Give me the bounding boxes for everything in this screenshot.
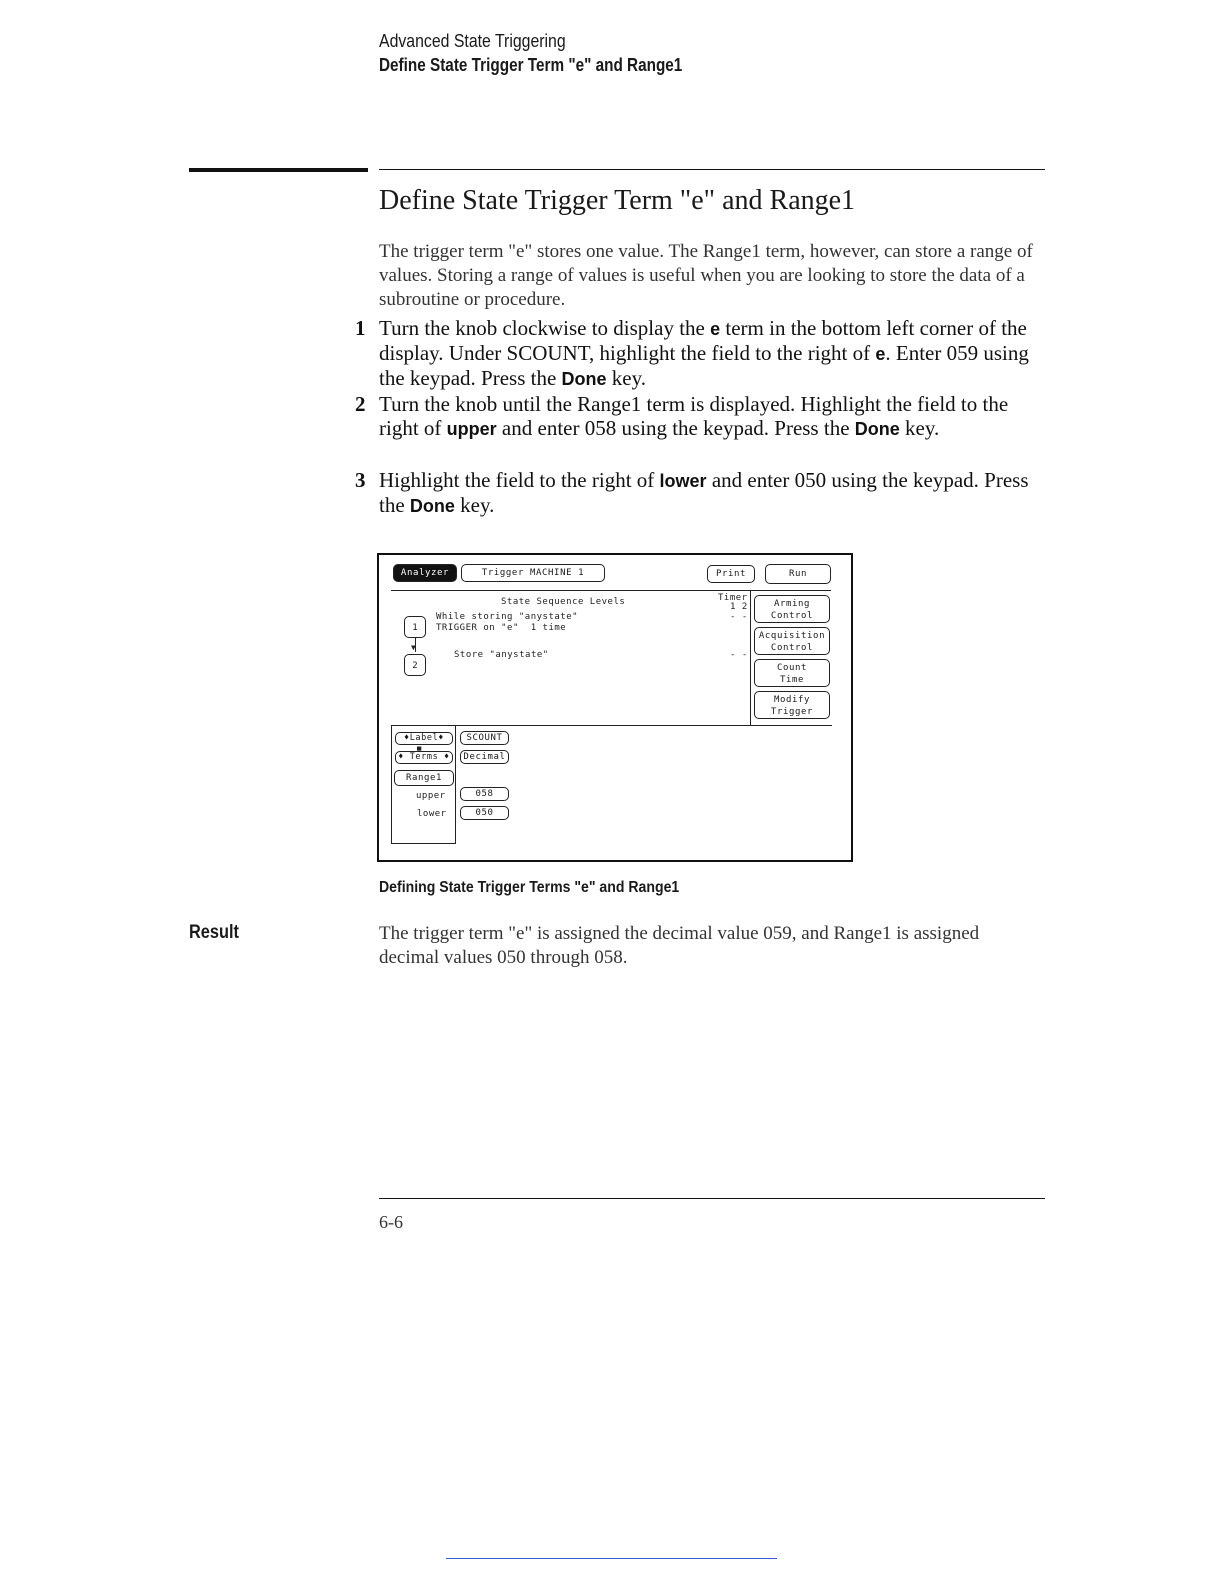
step-number: 1 [355, 316, 366, 340]
term-box-right [455, 725, 456, 843]
side-divider [750, 591, 751, 725]
keyword: e [710, 319, 721, 339]
step-text: key. [606, 366, 647, 390]
section-rule [379, 169, 1045, 170]
footer-link-underline[interactable] [446, 1558, 777, 1559]
run-button[interactable]: Run [765, 564, 831, 584]
button-label: Arming [773, 599, 811, 609]
step-text: term in the bottom left corner of the display. Under SCOUNT, highlight the field to the right of [379, 316, 1027, 365]
upper-value-field[interactable]: 058 [460, 787, 509, 801]
modify-trigger-button[interactable] [754, 691, 830, 719]
term-box-left [391, 725, 392, 843]
button-label: Count [776, 663, 808, 673]
step-text: Highlight the field to the right of [379, 468, 660, 492]
selector-marker-icon: ▄ [417, 743, 422, 751]
keyword: lower [659, 471, 707, 491]
timer-label: Timer [718, 593, 748, 603]
level-1-timer: - - [730, 612, 748, 622]
trigger-machine-menu-button[interactable]: Trigger MACHINE 1 [461, 564, 605, 582]
lower-label: lower [417, 809, 447, 819]
running-header-title: Define State Trigger Term "e" and Range1 [379, 55, 683, 75]
timer-columns: 1 2 [730, 602, 748, 612]
terms-selector[interactable]: ♦ Terms ♦ [395, 751, 453, 764]
keyword: upper [446, 419, 497, 439]
base-decimal-field[interactable]: Decimal [460, 750, 509, 764]
step-3 [355, 468, 1039, 518]
step-2 [355, 392, 1039, 441]
scount-field[interactable]: SCOUNT [460, 731, 509, 745]
keyword: Done [854, 419, 900, 439]
level-2-line: Store "anystate" [454, 650, 549, 660]
step-text: . Enter 059 using the keypad. Press the [379, 341, 1029, 390]
result-text: The trigger term "e" is assigned the decimal value 059, and Range1 is assigned decimal values 050 through 058. [379, 923, 980, 968]
figure-caption: Defining State Trigger Terms "e" and Range1 [379, 879, 680, 896]
step-number: 2 [355, 392, 366, 416]
analyzer-menu-button[interactable]: Analyzer [393, 564, 457, 582]
sequence-level-2-node[interactable]: 2 [404, 654, 426, 676]
count-time-button[interactable] [754, 659, 830, 687]
button-label: Control [770, 611, 814, 621]
upper-label: upper [416, 791, 446, 801]
arming-control-button[interactable] [754, 595, 830, 623]
running-header-section: Advanced State Triggering [379, 31, 566, 51]
label-selector[interactable]: ♦Label♦ [395, 732, 453, 745]
top-divider [391, 590, 831, 591]
print-button[interactable]: Print [707, 565, 755, 583]
section-title: Define State Trigger Term "e" and Range1 [379, 185, 856, 216]
keyword: Done [409, 496, 455, 516]
step-text: key. [454, 493, 495, 517]
step-text: and enter 050 using the keypad. Press the [379, 468, 1029, 517]
level-2-timer: - - [730, 650, 748, 660]
level-1-line-2: TRIGGER on "e" 1 time [436, 623, 567, 633]
level-1-line-1: While storing "anystate" [436, 612, 579, 622]
keyword: Done [561, 369, 607, 389]
step-text: key. [899, 416, 940, 440]
section-rule-thick [189, 168, 368, 172]
analyzer-screen [377, 553, 853, 862]
step-text: Turn the knob until the Range1 term is displayed. Highlight the field to the right of [379, 392, 1009, 440]
button-label: Modify [773, 695, 811, 705]
sequence-title: State Sequence Levels [501, 597, 626, 607]
keyword: e [875, 344, 886, 364]
page-number: 6-6 [379, 1212, 403, 1232]
step-number: 3 [355, 468, 366, 492]
connector-arrow-icon: ▼ [411, 643, 417, 652]
term-box-bottom [391, 843, 456, 844]
sequence-level-1-node[interactable]: 1 [404, 616, 426, 638]
footer-rule [379, 1198, 1045, 1199]
step-text: and enter 058 using the keypad. Press the [496, 416, 855, 440]
step-text: Turn the knob clockwise to display the [379, 316, 711, 340]
lower-value-field[interactable]: 050 [460, 806, 509, 820]
button-label: Control [770, 643, 814, 653]
acquisition-control-button[interactable] [754, 627, 830, 655]
button-label: Time [779, 675, 805, 685]
intro-paragraph: The trigger term "e" stores one value. The Range1 term, however, can store a range of values. Storing a range of values is useful when you are looking to store the data of a subroutine or procedure. [379, 241, 1033, 310]
button-label: Acquisition [758, 631, 826, 641]
range-term-field[interactable]: Range1 [394, 770, 454, 786]
lower-divider [391, 725, 832, 726]
step-1 [355, 316, 1039, 391]
result-label: Result [189, 922, 239, 943]
button-label: Trigger [770, 707, 814, 717]
